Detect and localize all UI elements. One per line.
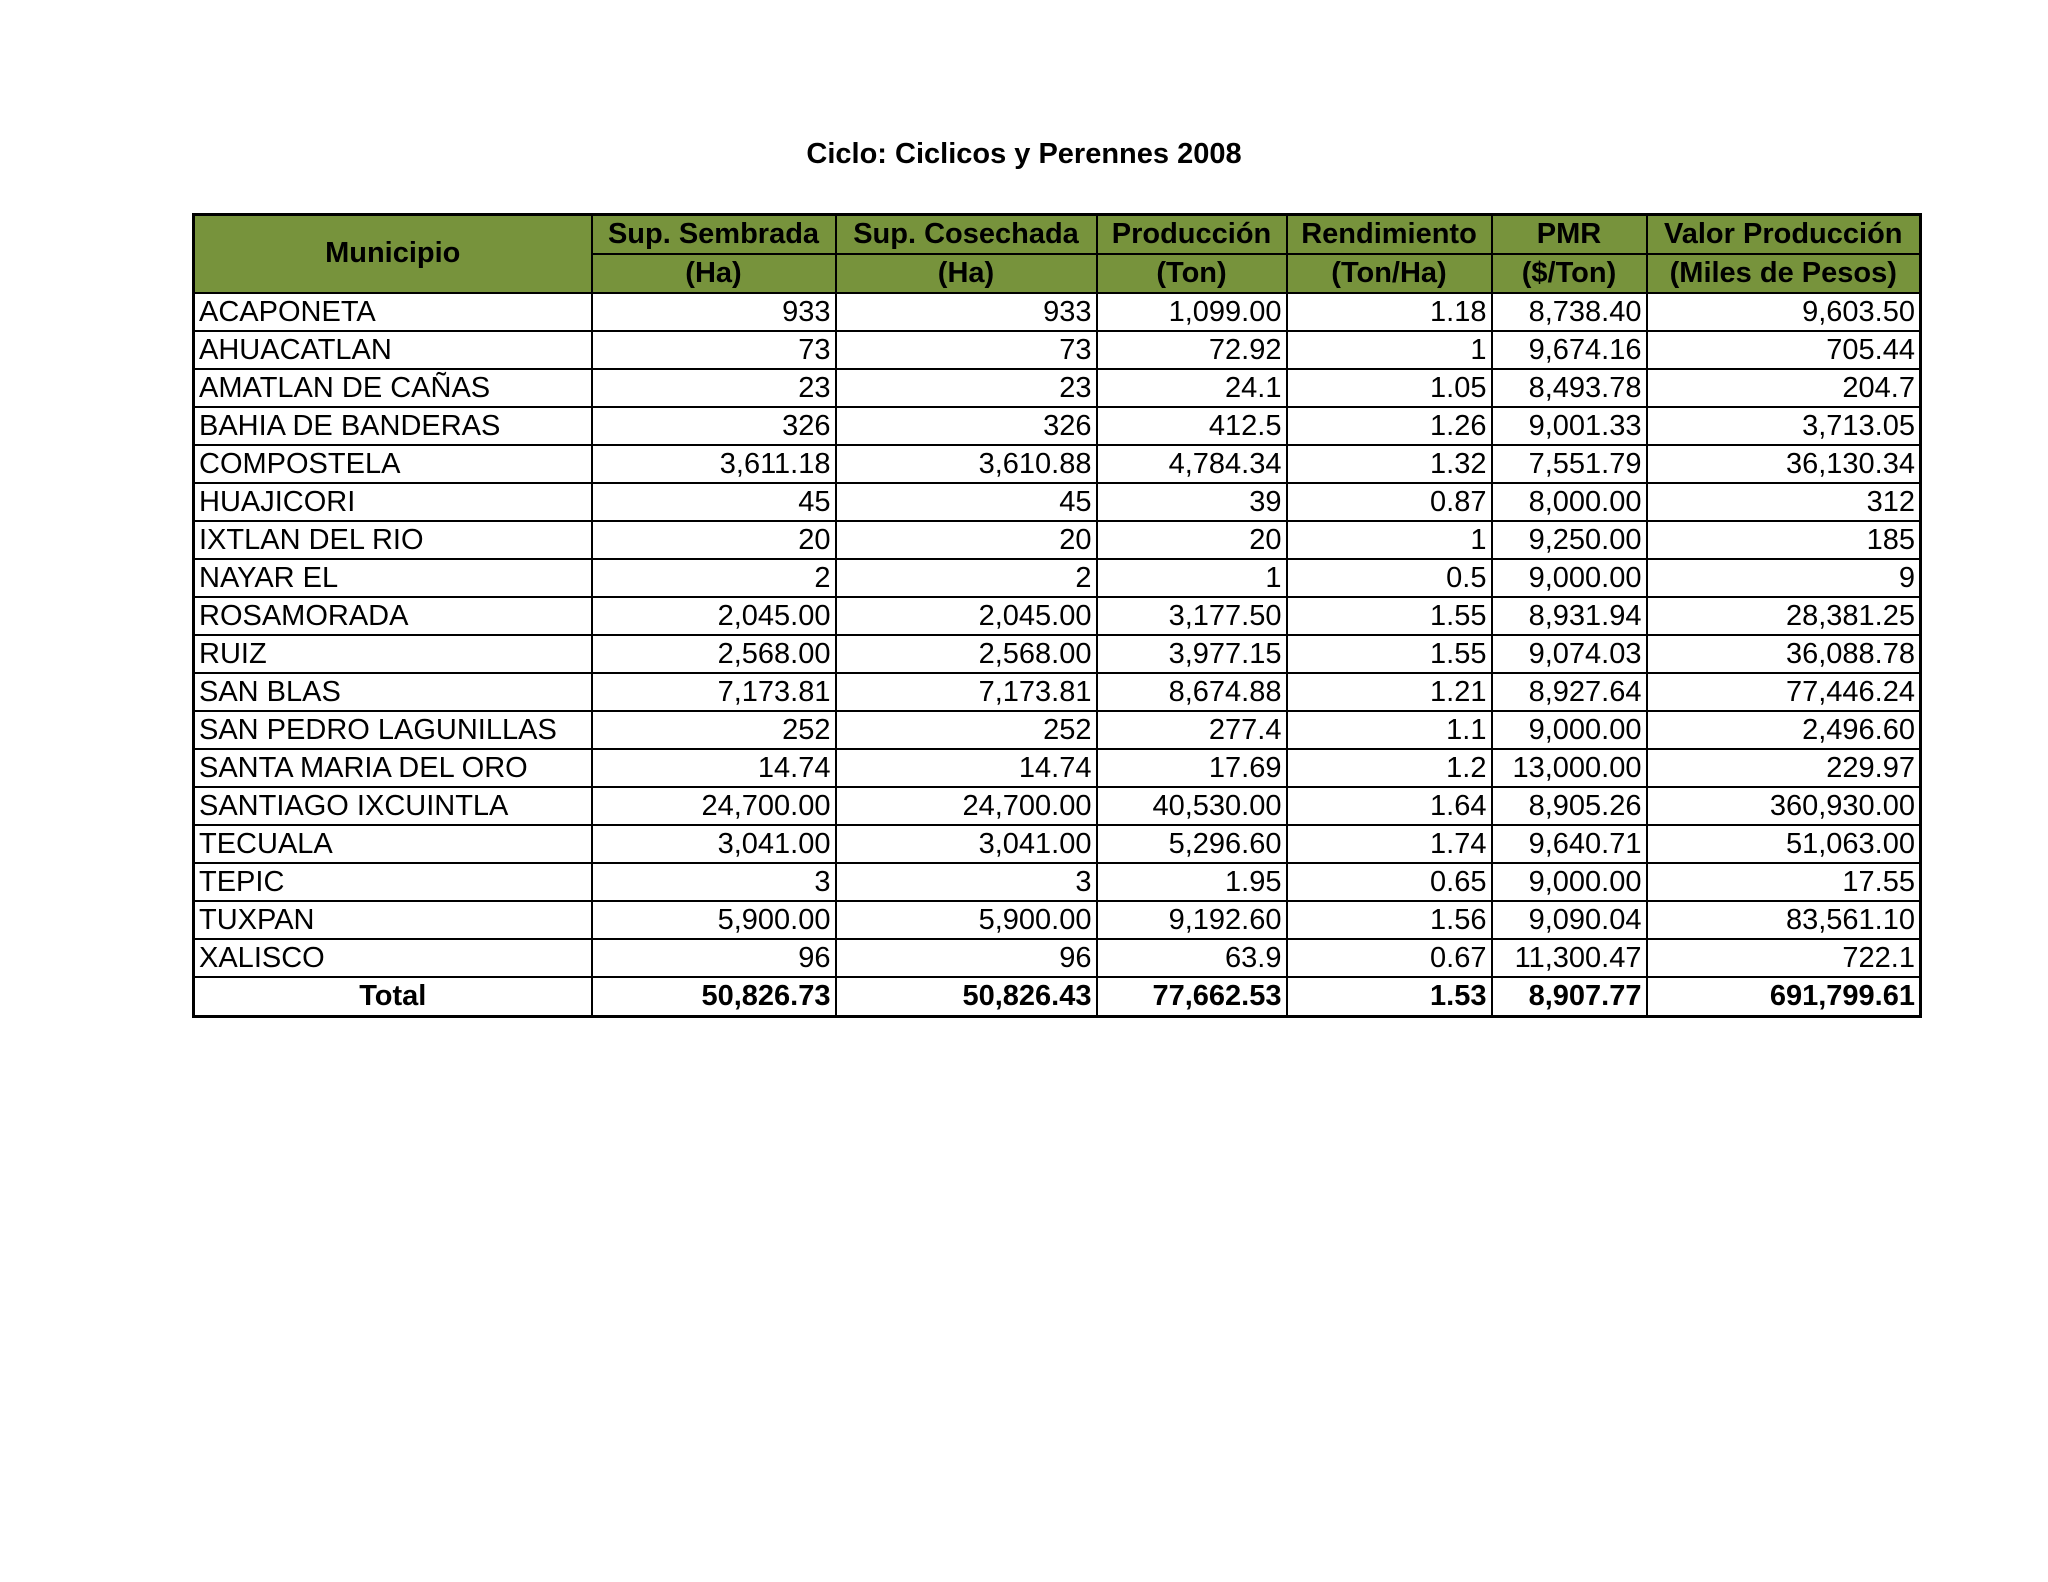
produccion-cell: 17.69: [1097, 749, 1287, 787]
header-unit-sup-sembrada: (Ha): [592, 254, 836, 293]
pmr-cell: 9,000.00: [1492, 711, 1647, 749]
municipio-cell: SANTIAGO IXCUINTLA: [194, 787, 592, 825]
header-sup-cosechada: Sup. Cosechada: [836, 215, 1097, 254]
municipio-cell: XALISCO: [194, 939, 592, 977]
sup-sembrada-cell: 252: [592, 711, 836, 749]
sup-sembrada-cell: 24,700.00: [592, 787, 836, 825]
produccion-cell: 5,296.60: [1097, 825, 1287, 863]
sup-cosechada-cell: 326: [836, 407, 1097, 445]
rendimiento-cell: 1.55: [1287, 597, 1492, 635]
sup-cosechada-cell: 7,173.81: [836, 673, 1097, 711]
valor-produccion-cell: 77,446.24: [1647, 673, 1921, 711]
municipio-cell: ROSAMORADA: [194, 597, 592, 635]
sup-sembrada-cell: 14.74: [592, 749, 836, 787]
produccion-cell: 1: [1097, 559, 1287, 597]
municipio-cell: SANTA MARIA DEL ORO: [194, 749, 592, 787]
total-valor-produccion-cell: 691,799.61: [1647, 977, 1921, 1017]
table-row: [194, 331, 1921, 369]
rendimiento-cell: 1.55: [1287, 635, 1492, 673]
sup-cosechada-cell: 2,045.00: [836, 597, 1097, 635]
total-produccion-cell: 77,662.53: [1097, 977, 1287, 1017]
sup-sembrada-cell: 20: [592, 521, 836, 559]
produccion-cell: 4,784.34: [1097, 445, 1287, 483]
municipio-cell: ACAPONETA: [194, 293, 592, 331]
produccion-cell: 412.5: [1097, 407, 1287, 445]
produccion-cell: 20: [1097, 521, 1287, 559]
sup-cosechada-cell: 2,568.00: [836, 635, 1097, 673]
valor-produccion-cell: 9: [1647, 559, 1921, 597]
municipio-cell: TEPIC: [194, 863, 592, 901]
header-unit-pmr: ($/Ton): [1492, 254, 1647, 293]
rendimiento-cell: 1: [1287, 521, 1492, 559]
municipio-cell: TECUALA: [194, 825, 592, 863]
sup-cosechada-cell: 2: [836, 559, 1097, 597]
pmr-cell: 9,250.00: [1492, 521, 1647, 559]
rendimiento-cell: 1.26: [1287, 407, 1492, 445]
valor-produccion-cell: 17.55: [1647, 863, 1921, 901]
valor-produccion-cell: 2,496.60: [1647, 711, 1921, 749]
header-valor-produccion: Valor Producción: [1647, 215, 1921, 254]
header-unit-rendimiento: (Ton/Ha): [1287, 254, 1492, 293]
sup-sembrada-cell: 7,173.81: [592, 673, 836, 711]
produccion-cell: 277.4: [1097, 711, 1287, 749]
sup-sembrada-cell: 3: [592, 863, 836, 901]
sup-cosechada-cell: 252: [836, 711, 1097, 749]
sup-sembrada-cell: 3,041.00: [592, 825, 836, 863]
table-row: [194, 597, 1921, 635]
rendimiento-cell: 1.2: [1287, 749, 1492, 787]
pmr-cell: 7,551.79: [1492, 445, 1647, 483]
header-unit-valor-produccion: (Miles de Pesos): [1647, 254, 1921, 293]
table-row: [194, 787, 1921, 825]
table-body: [194, 293, 1921, 1017]
sup-cosechada-cell: 73: [836, 331, 1097, 369]
total-row: [194, 977, 1921, 1017]
valor-produccion-cell: 312: [1647, 483, 1921, 521]
pmr-cell: 8,905.26: [1492, 787, 1647, 825]
sup-sembrada-cell: 2,045.00: [592, 597, 836, 635]
sup-sembrada-cell: 23: [592, 369, 836, 407]
total-pmr-cell: 8,907.77: [1492, 977, 1647, 1017]
table-row: [194, 939, 1921, 977]
valor-produccion-cell: 705.44: [1647, 331, 1921, 369]
produccion-cell: 39: [1097, 483, 1287, 521]
rendimiento-cell: 1.21: [1287, 673, 1492, 711]
sup-cosechada-cell: 933: [836, 293, 1097, 331]
table-row: [194, 369, 1921, 407]
produccion-cell: 1,099.00: [1097, 293, 1287, 331]
total-sup-sembrada-cell: 50,826.73: [592, 977, 836, 1017]
crop-production-table: [192, 213, 1922, 1018]
pmr-cell: 8,927.64: [1492, 673, 1647, 711]
rendimiento-cell: 1.64: [1287, 787, 1492, 825]
total-label: Total: [194, 977, 592, 1017]
rendimiento-cell: 0.5: [1287, 559, 1492, 597]
sup-cosechada-cell: 24,700.00: [836, 787, 1097, 825]
page-title: Ciclo: Ciclicos y Perennes 2008: [806, 138, 1242, 170]
municipio-cell: AHUACATLAN: [194, 331, 592, 369]
sup-cosechada-cell: 3,041.00: [836, 825, 1097, 863]
sup-cosechada-cell: 20: [836, 521, 1097, 559]
valor-produccion-cell: 3,713.05: [1647, 407, 1921, 445]
sup-cosechada-cell: 3,610.88: [836, 445, 1097, 483]
table-row: [194, 407, 1921, 445]
table-row: [194, 635, 1921, 673]
table-row: [194, 901, 1921, 939]
header-unit-produccion: (Ton): [1097, 254, 1287, 293]
rendimiento-cell: 0.65: [1287, 863, 1492, 901]
produccion-cell: 24.1: [1097, 369, 1287, 407]
municipio-cell: BAHIA DE BANDERAS: [194, 407, 592, 445]
sup-sembrada-cell: 933: [592, 293, 836, 331]
pmr-cell: 9,074.03: [1492, 635, 1647, 673]
pmr-cell: 9,001.33: [1492, 407, 1647, 445]
header-unit-sup-cosechada: (Ha): [836, 254, 1097, 293]
valor-produccion-cell: 28,381.25: [1647, 597, 1921, 635]
pmr-cell: 9,674.16: [1492, 331, 1647, 369]
table-row: [194, 445, 1921, 483]
pmr-cell: 8,931.94: [1492, 597, 1647, 635]
produccion-cell: 3,177.50: [1097, 597, 1287, 635]
rendimiento-cell: 1.32: [1287, 445, 1492, 483]
municipio-cell: HUAJICORI: [194, 483, 592, 521]
produccion-cell: 3,977.15: [1097, 635, 1287, 673]
pmr-cell: 9,000.00: [1492, 863, 1647, 901]
pmr-cell: 13,000.00: [1492, 749, 1647, 787]
rendimiento-cell: 1.56: [1287, 901, 1492, 939]
pmr-cell: 9,000.00: [1492, 559, 1647, 597]
table-row: [194, 521, 1921, 559]
sup-sembrada-cell: 2: [592, 559, 836, 597]
table-row: [194, 293, 1921, 331]
valor-produccion-cell: 36,130.34: [1647, 445, 1921, 483]
table-row: [194, 749, 1921, 787]
pmr-cell: 8,493.78: [1492, 369, 1647, 407]
rendimiento-cell: 1.18: [1287, 293, 1492, 331]
municipio-cell: TUXPAN: [194, 901, 592, 939]
sup-cosechada-cell: 45: [836, 483, 1097, 521]
municipio-cell: NAYAR EL: [194, 559, 592, 597]
municipio-cell: AMATLAN DE CAÑAS: [194, 369, 592, 407]
valor-produccion-cell: 83,561.10: [1647, 901, 1921, 939]
sup-cosechada-cell: 5,900.00: [836, 901, 1097, 939]
pmr-cell: 8,000.00: [1492, 483, 1647, 521]
valor-produccion-cell: 185: [1647, 521, 1921, 559]
sup-sembrada-cell: 3,611.18: [592, 445, 836, 483]
header-produccion: Producción: [1097, 215, 1287, 254]
municipio-cell: SAN PEDRO LAGUNILLAS: [194, 711, 592, 749]
produccion-cell: 8,674.88: [1097, 673, 1287, 711]
sup-cosechada-cell: 23: [836, 369, 1097, 407]
sup-sembrada-cell: 5,900.00: [592, 901, 836, 939]
table-header: [194, 215, 1921, 293]
valor-produccion-cell: 204.7: [1647, 369, 1921, 407]
valor-produccion-cell: 9,603.50: [1647, 293, 1921, 331]
pmr-cell: 8,738.40: [1492, 293, 1647, 331]
total-sup-cosechada-cell: 50,826.43: [836, 977, 1097, 1017]
pmr-cell: 9,640.71: [1492, 825, 1647, 863]
pmr-cell: 9,090.04: [1492, 901, 1647, 939]
rendimiento-cell: 1.74: [1287, 825, 1492, 863]
sup-sembrada-cell: 326: [592, 407, 836, 445]
table-row: [194, 483, 1921, 521]
sup-sembrada-cell: 45: [592, 483, 836, 521]
table-row: [194, 673, 1921, 711]
valor-produccion-cell: 722.1: [1647, 939, 1921, 977]
rendimiento-cell: 1.1: [1287, 711, 1492, 749]
produccion-cell: 40,530.00: [1097, 787, 1287, 825]
valor-produccion-cell: 229.97: [1647, 749, 1921, 787]
total-rendimiento-cell: 1.53: [1287, 977, 1492, 1017]
table-row: [194, 863, 1921, 901]
valor-produccion-cell: 51,063.00: [1647, 825, 1921, 863]
table-row: [194, 559, 1921, 597]
municipio-cell: COMPOSTELA: [194, 445, 592, 483]
rendimiento-cell: 1.05: [1287, 369, 1492, 407]
sup-sembrada-cell: 96: [592, 939, 836, 977]
rendimiento-cell: 0.67: [1287, 939, 1492, 977]
sup-sembrada-cell: 73: [592, 331, 836, 369]
pmr-cell: 11,300.47: [1492, 939, 1647, 977]
header-pmr: PMR: [1492, 215, 1647, 254]
municipio-cell: RUIZ: [194, 635, 592, 673]
table-row: [194, 711, 1921, 749]
sup-cosechada-cell: 3: [836, 863, 1097, 901]
sup-cosechada-cell: 96: [836, 939, 1097, 977]
rendimiento-cell: 1: [1287, 331, 1492, 369]
header-rendimiento: Rendimiento: [1287, 215, 1492, 254]
produccion-cell: 63.9: [1097, 939, 1287, 977]
table-row: [194, 825, 1921, 863]
produccion-cell: 9,192.60: [1097, 901, 1287, 939]
header-municipio: Municipio: [194, 215, 592, 293]
sup-sembrada-cell: 2,568.00: [592, 635, 836, 673]
produccion-cell: 72.92: [1097, 331, 1287, 369]
valor-produccion-cell: 360,930.00: [1647, 787, 1921, 825]
produccion-cell: 1.95: [1097, 863, 1287, 901]
valor-produccion-cell: 36,088.78: [1647, 635, 1921, 673]
municipio-cell: SAN BLAS: [194, 673, 592, 711]
rendimiento-cell: 0.87: [1287, 483, 1492, 521]
sup-cosechada-cell: 14.74: [836, 749, 1097, 787]
header-sup-sembrada: Sup. Sembrada: [592, 215, 836, 254]
municipio-cell: IXTLAN DEL RIO: [194, 521, 592, 559]
